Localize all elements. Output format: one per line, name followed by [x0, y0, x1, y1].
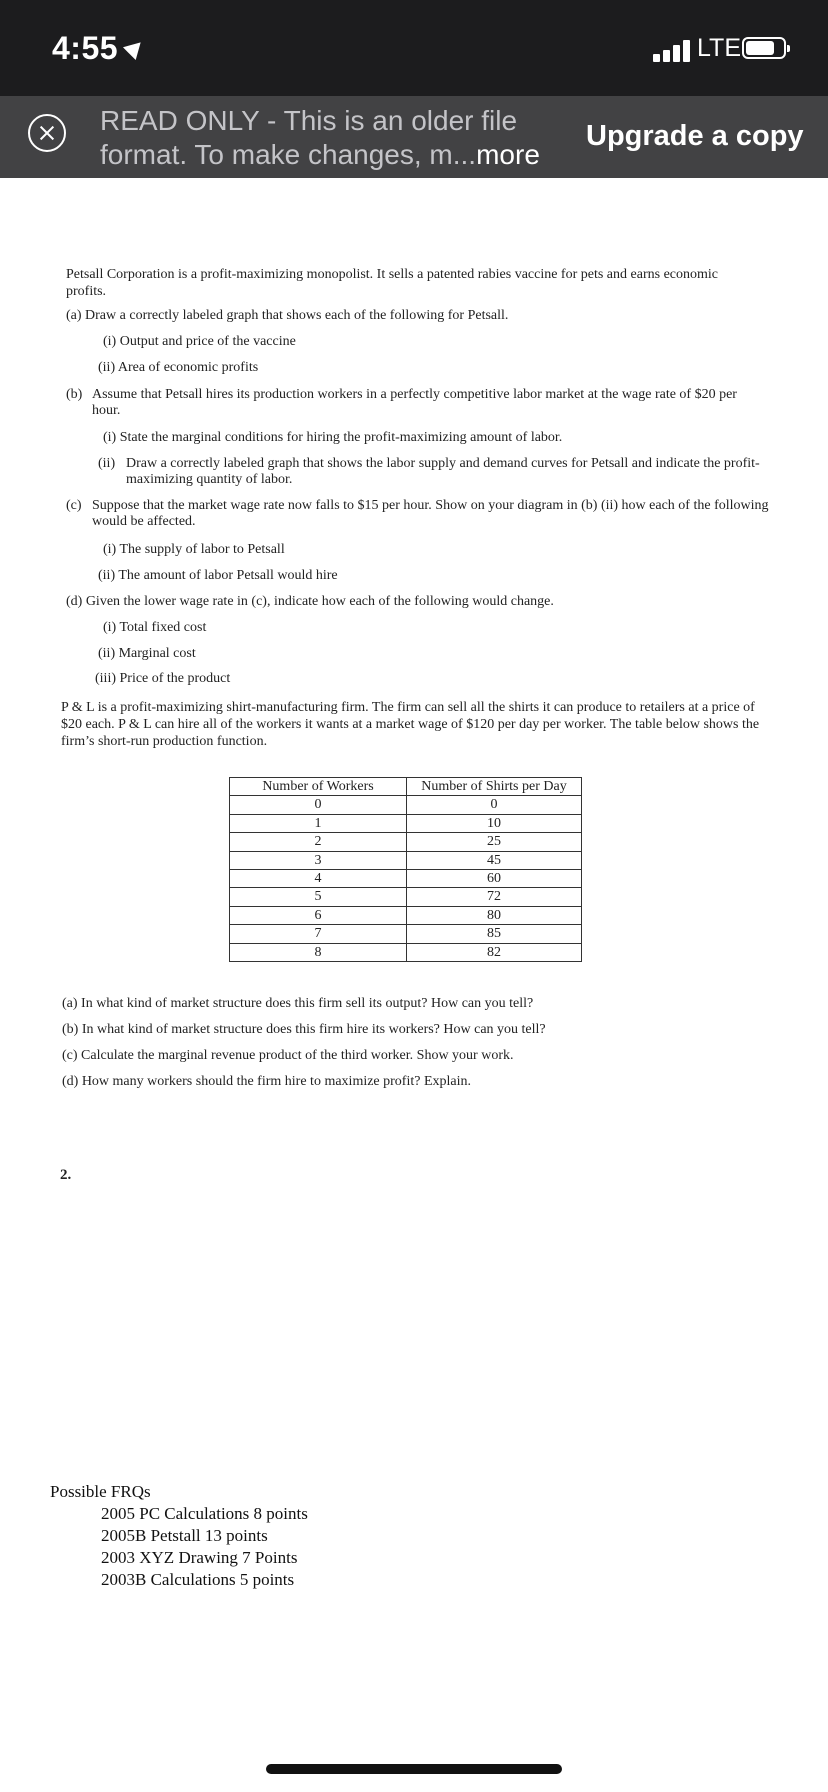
table-header-shirts: Number of Shirts per Day: [407, 778, 582, 796]
q1-part-b-i: (i) State the marginal conditions for hiring the profit-maximizing amount of labor.: [103, 430, 563, 445]
status-bar: [0, 0, 828, 96]
q1-part-b: Assume that Petsall hires its production workers in a perfectly competitive labor market at the wage rate of $20 per hour.: [92, 387, 737, 418]
network-type: LTE: [697, 34, 741, 62]
q1-part-c-ii: (ii) The amount of labor Petsall would hire: [98, 568, 338, 583]
table-cell: 6: [230, 906, 407, 924]
q1-part-c-label: (c): [66, 498, 82, 513]
table-row: [230, 869, 582, 887]
q2-intro: P & L is a profit-maximizing shirt-manufacturing firm. The firm can sell all the shirts it can produce to retailers at a price of $20 each. P & L can hire all of the workers it wants at a market wage of $120 per day per worker. The table below shows the firm’s short-run production function.: [61, 700, 760, 749]
q2-part-a: (a) In what kind of market structure does this firm sell its output? How can you tell?: [62, 996, 534, 1011]
battery-icon: [742, 37, 786, 59]
q2-part-c: (c) Calculate the marginal revenue product of the third worker. Show your work.: [62, 1048, 514, 1063]
q1-part-b-ii: Draw a correctly labeled graph that shows the labor supply and demand curves for Petsall and indicate the profit-maximizing quantity of labor.: [126, 456, 760, 487]
table-cell: 10: [407, 814, 582, 832]
signal-strength-icon: [653, 40, 693, 62]
table-cell: 8: [230, 943, 407, 961]
table-cell: 72: [407, 888, 582, 906]
q1-part-b-label: (b): [66, 387, 83, 402]
table-cell: 0: [230, 796, 407, 814]
q1-part-b-ii-label: (ii): [98, 456, 116, 471]
status-time: 4:55: [52, 30, 144, 67]
frq-title: Possible FRQs: [50, 1482, 151, 1501]
table-row: [230, 796, 582, 814]
table-cell: 25: [407, 833, 582, 851]
table-row: [230, 888, 582, 906]
home-indicator[interactable]: [266, 1764, 562, 1774]
q1-part-d-i: (i) Total fixed cost: [103, 620, 207, 635]
table-row: [230, 833, 582, 851]
q1-part-d-iii: (iii) Price of the product: [95, 671, 231, 686]
table-cell: 45: [407, 851, 582, 869]
read-only-message: READ ONLY - This is an older file format. To make changes, m...more: [100, 105, 540, 170]
table-cell: 5: [230, 888, 407, 906]
table-row: [230, 925, 582, 943]
q1-part-c: Suppose that the market wage rate now falls to $15 per hour. Show on your diagram in (b) (ii) how each of the following would be affected.: [92, 498, 769, 529]
q1-part-d-ii: (ii) Marginal cost: [98, 646, 196, 661]
table-row: [230, 943, 582, 961]
read-only-banner: [0, 96, 828, 178]
q1-part-a-i: (i) Output and price of the vaccine: [103, 334, 296, 349]
table-row: [230, 814, 582, 832]
q2-part-b: (b) In what kind of market structure does this firm hire its workers? How can you tell?: [62, 1022, 546, 1037]
table-cell: 3: [230, 851, 407, 869]
table-cell: 82: [407, 943, 582, 961]
q1-part-c-i: (i) The supply of labor to Petsall: [103, 542, 285, 557]
table-cell: 4: [230, 869, 407, 887]
upgrade-copy-button[interactable]: Upgrade a copy: [586, 120, 804, 152]
q1-part-a-ii: (ii) Area of economic profits: [98, 360, 259, 375]
more-link[interactable]: more: [476, 139, 540, 170]
table-cell: 1: [230, 814, 407, 832]
q1-part-a: (a) Draw a correctly labeled graph that shows each of the following for Petsall.: [66, 308, 509, 323]
location-arrow-icon: [123, 36, 147, 60]
table-cell: 80: [407, 906, 582, 924]
frq-item: 2005B Petstall 13 points: [101, 1526, 268, 1545]
table-cell: 60: [407, 869, 582, 887]
q1-part-d: (d) Given the lower wage rate in (c), indicate how each of the following would change.: [66, 594, 554, 609]
table-cell: 85: [407, 925, 582, 943]
frq-item: 2003 XYZ Drawing 7 Points: [101, 1548, 298, 1567]
frq-item: 2003B Calculations 5 points: [101, 1570, 295, 1589]
table-cell: 0: [407, 796, 582, 814]
table-header-workers: Number of Workers: [230, 778, 407, 796]
question-number: 2.: [60, 1167, 72, 1183]
q1-intro: Petsall Corporation is a profit-maximizing monopolist. It sells a patented rabies vaccine for pets and earns economic profits.: [66, 267, 718, 299]
frq-item: 2005 PC Calculations 8 points: [101, 1504, 308, 1523]
table-row: [230, 851, 582, 869]
table-cell: 7: [230, 925, 407, 943]
production-table: [229, 777, 582, 962]
table-row: [230, 906, 582, 924]
close-banner-icon[interactable]: [28, 114, 66, 152]
table-cell: 2: [230, 833, 407, 851]
q2-part-d: (d) How many workers should the firm hire to maximize profit? Explain.: [62, 1074, 472, 1089]
